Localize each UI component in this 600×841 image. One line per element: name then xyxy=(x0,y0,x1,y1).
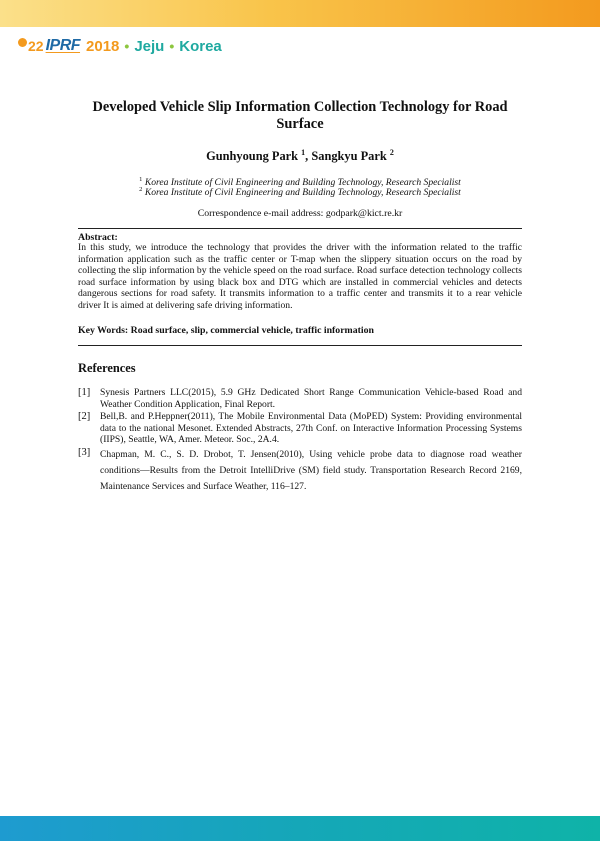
paper-title: Developed Vehicle Slip Information Collection Technology for Road Surface xyxy=(92,99,508,132)
reference-number: [1] xyxy=(78,387,91,398)
logo-brand: IPRF xyxy=(45,37,81,54)
reference-number: [3] xyxy=(78,446,91,458)
header-banner xyxy=(0,0,600,27)
author-name: Gunhyoung Park xyxy=(206,149,299,164)
references-heading: References xyxy=(78,361,136,375)
reference-list xyxy=(78,387,522,496)
affiliation-mark: 1 xyxy=(139,176,143,183)
author-list xyxy=(80,148,520,164)
logo-city: Jeju xyxy=(134,37,165,55)
reference-text: Synesis Partners LLC(2015), 5.9 GHz Dedicated Short Range Communication Vehicle-based Road and Weather Condition Application, Final Report. xyxy=(100,387,522,410)
reference-item xyxy=(78,411,522,446)
footer-banner xyxy=(0,816,600,841)
affiliation xyxy=(80,186,520,198)
conference-logo xyxy=(18,36,227,56)
logo-bullet: • xyxy=(124,38,130,54)
affiliation-text: Korea Institute of Civil Engineering and Building Technology, Research Specialist xyxy=(144,177,461,189)
abstract-body: In this study, we introduce the technology that provides the driver with the information related to the traffic information application such as the traffic center or T-map when the slippery situation occurs on the road by collecting the slip information by the vehicle speed on the road surface. Road surface detection technology collects road surface information by using black box and DTG which are installed in commercial vehicles and detects dangerous sections for road safety. It transmits information to a traffic center and transmits it to a rear vehicle driver It is aimed at delivering safe driving information. xyxy=(78,242,522,311)
reference-text: Bell,B. and P.Heppner(2011), The Mobile Environmental Data (MoPED) System: Providing environmental data to the national Mesonet. Extended Abstracts, 27th Conf. on Interactive Information Processing Systems (IIPS), Seattle, WA, Amer. Meteor. Soc., 2A.4. xyxy=(100,411,522,445)
abstract-heading: Abstract: xyxy=(78,232,118,243)
reference-item xyxy=(78,447,522,495)
logo-country: Korea xyxy=(179,37,222,55)
divider xyxy=(78,345,522,346)
keywords: Key Words: Road surface, slip, commercial vehicle, traffic information xyxy=(78,325,374,336)
author-separator: , xyxy=(305,149,312,164)
author-affil-mark: 2 xyxy=(389,148,394,157)
affiliation-text: Korea Institute of Civil Engineering and Building Technology, Research Specialist xyxy=(144,187,461,199)
author-affil-mark: 1 xyxy=(301,148,306,157)
logo-number: 22 xyxy=(28,38,44,54)
correspondence-email: Correspondence e-mail address: godpark@kict.re.kr xyxy=(197,208,403,219)
logo-year: 2018 xyxy=(86,37,120,55)
reference-number: [2] xyxy=(78,411,91,422)
author-name: Sangkyu Park xyxy=(311,149,387,164)
logo-circle-icon xyxy=(18,38,27,47)
affiliation-mark: 2 xyxy=(139,186,143,193)
reference-item xyxy=(78,387,522,410)
divider xyxy=(78,228,522,229)
reference-text: Chapman, M. C., S. D. Drobot, T. Jensen(2010), Using vehicle probe data to diagnose road weather conditions—Results from the Detroit IntelliDrive (SM) field study. Transportation Research Record 2169, Maintenance Services and Surface Weather, 116–127. xyxy=(100,448,522,492)
logo-bullet: • xyxy=(169,38,175,54)
